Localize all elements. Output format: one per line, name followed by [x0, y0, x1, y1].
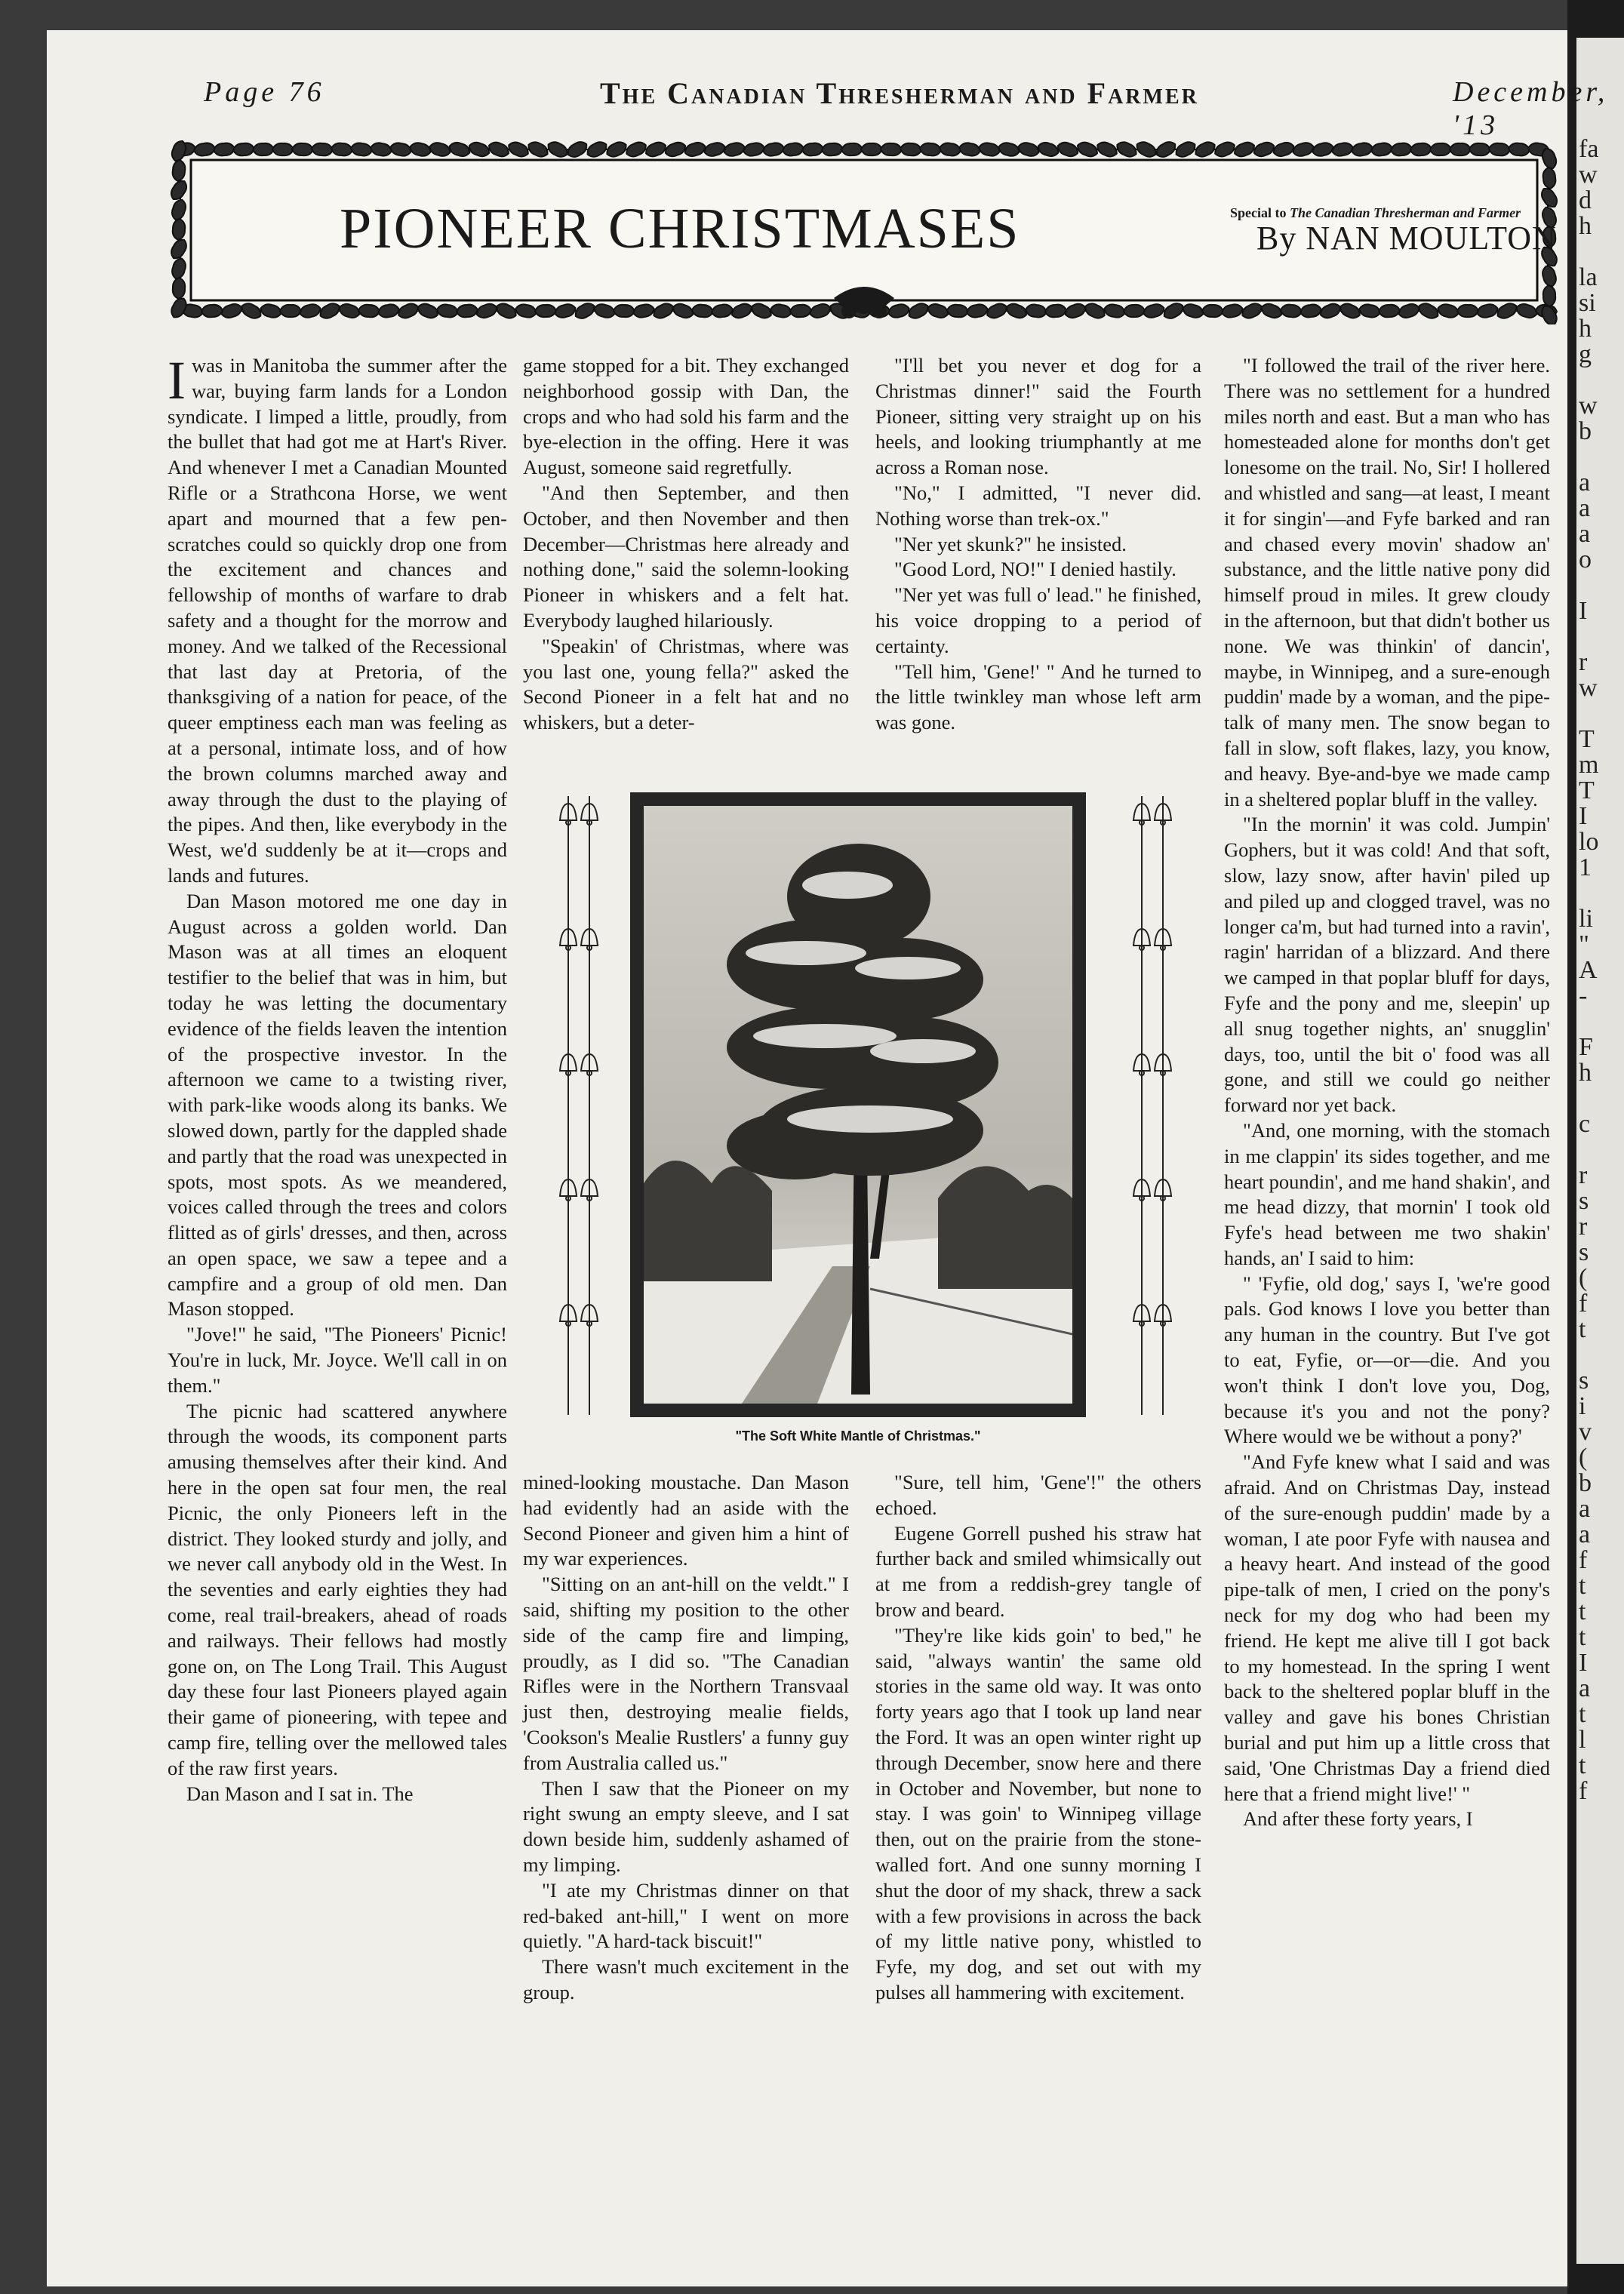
paragraph: Dan Mason motored me one day in August across a golden world. Dan Mason was at all times an eloquent testifier to the belief that was in him, but today he was letting the documentary evidence of the fields leaven the intention of the prospective investor. In the afternoon we came to a twisting river, with park-like woods along its banks. We slowed down, partly for the dappled shade and partly that the road was unexpected in spots, most spots. As we meandered, voices called through the trees and colors flitted as of girls' dresses, and then, across an open space, we saw a tepee and a campfire and a group of old men. Dan Mason stopped. — [168, 889, 507, 1321]
edge-fragment: h — [1579, 1059, 1592, 1087]
paragraph: "I'll bet you never et dog for a Christmas dinner!" said the Fourth Pioneer, sitting very straight up on his heels, and looking triumphantly at me across a Roman nose. — [875, 354, 1201, 479]
edge-fragment: lo — [1579, 828, 1599, 856]
bell-garland-left-icon — [547, 781, 615, 1430]
page-header — [158, 75, 1609, 141]
edge-fragment: f — [1579, 1546, 1588, 1574]
paragraph: And after these forty years, I — [1243, 1807, 1473, 1831]
edge-fragment: d — [1579, 186, 1592, 214]
edge-fragment: m — [1579, 751, 1599, 779]
paragraph: "No," I admitted, "I never did. Nothing worse than trek-ox." — [875, 481, 1201, 530]
edge-fragment: t — [1579, 1751, 1586, 1779]
bell-garland-right-icon — [1121, 781, 1189, 1430]
edge-fragment: si — [1579, 289, 1596, 317]
edge-fragment: F — [1579, 1033, 1593, 1061]
edge-fragment: 1 — [1579, 853, 1592, 881]
edge-fragment: ( — [1579, 1264, 1588, 1292]
paragraph: The picnic had scattered anywhere through the woods, its component parts amusing themselves after their kind. And here in the open sat four men, the real Picnic, the only Pioneers left in the district. They looked sturdy and jolly, and we never call anybody old in the West. In the seventies and early eighties they had come, real trail-breakers, ahead of roads and railways. Their fellows had mostly gone on, on The Long Trail. This August day these four last Pioneers played again their game of pioneering, with tepee and camp fire, telling over the mellowed tales of the raw first years. — [168, 1399, 507, 1779]
edge-fragment: I — [1579, 1649, 1588, 1677]
issue-date: December, '13 — [1453, 76, 1609, 141]
edge-fragment: a — [1579, 469, 1591, 497]
byline: By NAN MOULTON — [1256, 220, 1557, 257]
paragraph: "Tell him, 'Gene!' " And he turned to the little twinkley man whose left arm was gone. — [875, 660, 1201, 734]
paragraph: "And then September, and then October, and then November and then December—Christmas here already and nothing done," said the solemn-looking Pioneer in whiskers and a felt hat. Everybody laughed hilariously. — [523, 481, 849, 632]
edge-fragment: li — [1579, 905, 1593, 933]
paragraph: "Jove!" he said, "The Pioneers' Picnic! You're in luck, Mr. Joyce. We'll call in on them." — [168, 1323, 507, 1397]
column-1 — [168, 350, 507, 1807]
edge-fragment: f — [1579, 1777, 1588, 1805]
paragraph: "Ner yet was full o' lead." he finished, his voice dropping to a period of certainty. — [875, 583, 1201, 657]
edge-fragment: r — [1579, 1213, 1588, 1241]
edge-fragment: r — [1579, 1161, 1588, 1189]
snow-tree-photo — [644, 806, 1072, 1404]
edge-fragment: a — [1579, 1495, 1591, 1523]
paragraph: Eugene Gorrell pushed his straw hat further back and smiled whimsically out at me from a reddish-grey tangle of brow and beard. — [875, 1521, 1201, 1621]
edge-fragment: o — [1579, 546, 1592, 574]
column-2-bottom — [523, 1470, 849, 2006]
edge-fragment: t — [1579, 1623, 1586, 1651]
edge-fragment: w — [1579, 674, 1598, 702]
edge-fragment: f — [1579, 1290, 1588, 1318]
figure — [547, 781, 1189, 1460]
edge-fragment: h — [1579, 212, 1592, 240]
page-number: Page 76 — [204, 76, 325, 108]
paragraph: Iwas in Manitoba the summer after the war, buying farm lands for a London syndicate. I limped a little, proudly, from the bullet that had got me at Hart's River. And whenever I met a Canadian Mounted Rifle or a Strathcona Horse, we went apart and mourned that a few pen-scratches could so quickly drop one from the excitement and chances and fellowship of months of warfare to drab safety and a thought for the morrow and money. And we talked of the Recessional that last day at Pretoria, of the thanksgiving of a nation for peace, of the queer emptiness each man was feeling as at a personal, intimate loss, and of how the brown columns marched away and away through the dust to the playing of the pipes. And then, like everybody in the West, we'd suddenly be at it—crops and lands and futures. — [168, 350, 507, 887]
paragraph: "Good Lord, NO!" I denied hastily. — [894, 558, 1176, 581]
edge-fragment: t — [1579, 1597, 1586, 1625]
column-3-top — [875, 353, 1201, 736]
next-page-strip — [1576, 38, 1624, 2264]
paragraph: "And, one morning, with the stomach in me clappin' its sides together, and me heart poundin', and me hand shakin', and me head dizzy, that mornin' I took old Fyfe's head between me two shakin' hands, an' I said to him: — [1224, 1118, 1550, 1269]
edge-fragment: a — [1579, 494, 1591, 522]
edge-fragment: c — [1579, 1110, 1591, 1138]
edge-fragment: w — [1579, 392, 1598, 420]
edge-fragment: " — [1579, 930, 1589, 958]
column-3-bottom — [875, 1470, 1201, 2006]
article-title: PIONEER CHRISTMASES — [340, 197, 1020, 260]
special-prefix: Special to — [1230, 205, 1287, 220]
edge-fragment: g — [1579, 340, 1592, 368]
edge-fragment: l — [1579, 1726, 1586, 1754]
photo-caption: "The Soft White Mantle of Christmas." — [735, 1428, 981, 1444]
paragraph: mined-looking moustache. Dan Mason had evidently had an aside with the Second Pioneer and given him a hint of my war experiences. — [523, 1471, 849, 1570]
edge-fragment: a — [1579, 1521, 1591, 1548]
edge-fragment: w — [1579, 161, 1598, 189]
paragraph: There wasn't much excitement in the group. — [523, 1955, 849, 2003]
paragraph: "I followed the trail of the river here. There was no settlement for a hundred miles north and east. But a man who has homesteaded alone for months don't get lonesome on the trail. No, Sir! I hollered and whistled and sang—at least, I meant it for singin'—and Fyfe barked and ran and chased every movin' shadow an' substance, and the little native pony did himself proud in miles. It grew cloudy in the afternoon, but that didn't bother us none. We was thinkin' of dancin', maybe, in Winnipeg, and a sure-enough puddin' made by a woman, and the pipe-talk of many men. The snow began to fall in slow, soft flakes, lazy, you know, and heavy. Bye-and-bye we made camp in a sheltered poplar bluff in the valley. — [1224, 354, 1550, 810]
edge-fragment: t — [1579, 1315, 1586, 1343]
paper-title: The Canadian Thresherman and Farmer — [600, 76, 1199, 110]
paragraph: "And Fyfe knew what I said and was afraid. And on Christmas Day, instead of the sure-enough puddin' made by a woman, I ate poor Fyfe with nausea and a heavy heart. And instead of the good pipe-talk of men, I cried on the pony's neck for my dog who had been my friend. He kept me alive till I got back to my homestead. In the spring I went back to the sheltered poplar bluff in the valley and gave his bones Christian burial and put him up a little cross that said, 'One Christmas Day a friend died here that a friend might live!' " — [1224, 1450, 1550, 1805]
edge-fragment: ( — [1579, 1444, 1588, 1471]
edge-fragment: t — [1579, 1572, 1586, 1600]
column-4 — [1224, 353, 1550, 1832]
paragraph: "Speakin' of Christmas, where was you last one, young fella?" asked the Second Pioneer in a felt hat and no whiskers, but a deter- — [523, 634, 849, 734]
edge-fragment: - — [1579, 982, 1588, 1010]
edge-fragment: b — [1579, 417, 1592, 445]
paragraph: "I ate my Christmas dinner on that red-baked ant-hill," I went on more quietly. "A hard-tack biscuit!" — [523, 1878, 849, 1953]
edge-fragment: s — [1579, 1187, 1589, 1215]
edge-fragment: r — [1579, 648, 1588, 676]
edge-fragment: la — [1579, 263, 1598, 291]
column-2-top — [523, 353, 849, 736]
paragraph: " 'Fyfie, old dog,' says I, 'we're good pals. God knows I love you better than any human in the country. But I've got to eat, Fyfie, or—or—die. And you won't think I don't love you, Dog, because it's you and not the pony? Where would we be without a pony?' — [1224, 1272, 1550, 1448]
paragraph: "They're like kids goin' to bed," he said, "always wantin' the same old stories in the same old way. It was onto forty years ago that I took up land near the Ford. It was an open winter right up through December, snow here and there in October and November, but none to stay. I was goin' to Winnipeg village then, out on the prairie from the stone-walled fort. And one sunny morning I shut the door of my shack, threw a sack with a few provisions in across the back of my little native pony, whistled to Fyfe, my dog, and set out with my pulses all hammering with excitement. — [875, 1623, 1201, 2003]
edge-fragment: h — [1579, 315, 1592, 343]
edge-fragment: I — [1579, 597, 1588, 625]
paragraph: game stopped for a bit. They exchanged neighborhood gossip with Dan, the crops and who had sold his farm and the bye-election in the offing. Here it was August, someone said regretfully. — [523, 354, 849, 479]
edge-fragment: v — [1579, 1418, 1592, 1446]
edge-fragment: fa — [1579, 135, 1599, 163]
special-publication: The Canadian Thresherman and Farmer — [1290, 205, 1521, 220]
edge-fragment: I — [1579, 802, 1588, 830]
paragraph: Dan Mason and I sat in. The — [186, 1782, 414, 1805]
paragraph: Then I saw that the Pioneer on my right swung an empty sleeve, and I sat down beside him, suddenly ashamed of my limping. — [523, 1776, 849, 1876]
edge-fragment: a — [1579, 1674, 1591, 1702]
edge-fragment: T — [1579, 776, 1595, 804]
edge-fragment: A — [1579, 956, 1598, 984]
edge-fragment: t — [1579, 1700, 1586, 1728]
edge-fragment: s — [1579, 1367, 1589, 1395]
edge-fragment: b — [1579, 1469, 1592, 1497]
edge-fragment: i — [1579, 1392, 1586, 1420]
paragraph: "Sitting on an ant-hill on the veldt." I said, shifting my position to the other side of the camp fire and limping, proudly, as I did so. "The Canadian Rifles were in the Northern Transvaal just then, destroying mealie fields, 'Cookson's Mealie Rustlers' a funny guy from Australia called us." — [523, 1573, 849, 1774]
edge-fragment: a — [1579, 520, 1591, 548]
paragraph: "Sure, tell him, 'Gene'!" the others echoed. — [875, 1471, 1201, 1519]
edge-fragment: s — [1579, 1238, 1589, 1266]
title-banner — [170, 136, 1558, 324]
paragraph: "In the mornin' it was cold. Jumpin' Gophers, but it was cold! And that soft, slow, lazy snow, after havin' piled up and piled up and clogged travel, was no longer ca'm, but had turned into a ravin', ragin' harridan of a blizzard. And there we camped in that poplar bluff for days, Fyfe and the pony and me, sleepin' up all snug together nights, an' snugglin' days, too, until the bit o' food was all gone, and still we could go neither forward nor yet back. — [1224, 813, 1550, 1117]
edge-fragment: T — [1579, 725, 1595, 753]
paragraph: "Ner yet skunk?" he insisted. — [894, 532, 1127, 555]
